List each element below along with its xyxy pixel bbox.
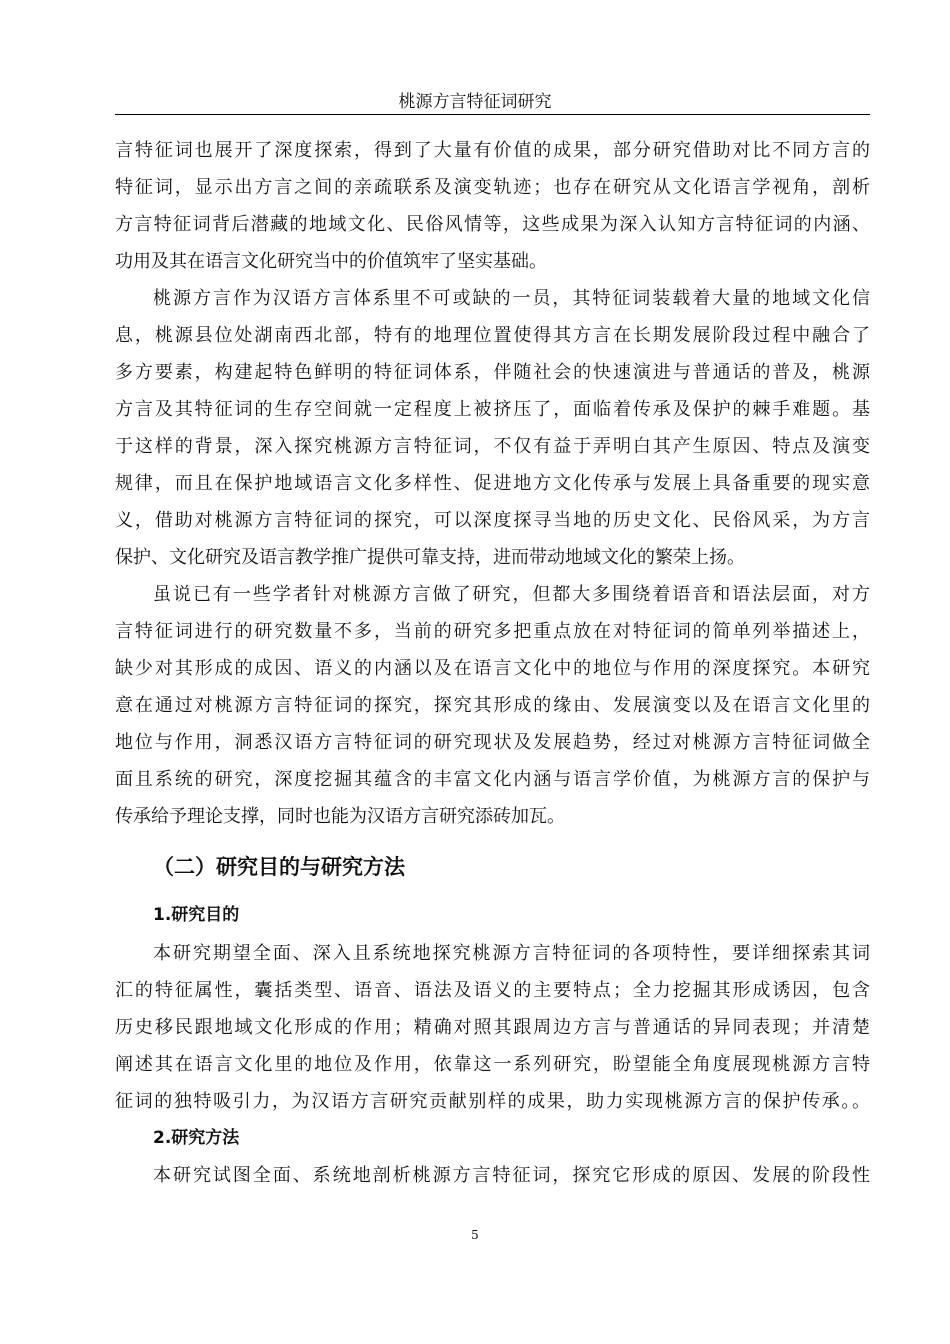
- text-line: 意在通过对桃源方言特征词的探究，探究其形成的缘由、发展演变以及在语言文化里的: [115, 695, 870, 716]
- text-line: 保护、文化研究及语言教学推广提供可靠支持，进而带动地域文化的繁荣上扬。: [115, 547, 745, 568]
- text-line: 地位与作用，洞悉汉语方言特征词的研究现状及发展趋势，经过对桃源方言特征词做全: [115, 732, 870, 753]
- text-line: 特征词，显示出方言之间的亲疏联系及演变轨迹；也存在研究从文化语言学视角，剖析: [115, 177, 870, 198]
- text-line: 言特征词也展开了深度探索，得到了大量有价值的成果，部分研究借助对比不同方言的: [115, 140, 870, 161]
- text-line: 本研究试图全面、系统地剖析桃源方言特征词，探究它形成的原因、发展的阶段性: [153, 1165, 870, 1186]
- text-line: 方言及其特征词的生存空间就一定程度上被挤压了，面临着传承及保护的棘手难题。基: [115, 399, 870, 420]
- text-line: 桃源方言作为汉语方言体系里不可或缺的一员，其特征词装载着大量的地域文化信: [153, 288, 870, 309]
- text-line: 言特征词进行的研究数量不多，当前的研究多把重点放在对特征词的简单列举描述上，: [115, 621, 870, 642]
- section-heading: （二）研究目的与研究方法: [153, 855, 405, 879]
- text-line: 征词的独特吸引力，为汉语方言研究贡献别样的成果，助力实现桃源方言的保护传承。。: [115, 1091, 870, 1112]
- header-rule: [115, 114, 870, 115]
- text-line: 于这样的背景，深入探究桃源方言特征词，不仅有益于弄明白其产生原因、特点及演变: [115, 436, 870, 457]
- page-number: 5: [471, 1228, 479, 1242]
- text-line: 虽说已有一些学者针对桃源方言做了研究，但都大多围绕着语音和语法层面，对方: [153, 584, 870, 605]
- text-line: 方言特征词背后潜藏的地域文化、民俗风情等，这些成果为深入认知方言特征词的内涵、: [115, 214, 870, 235]
- text-line: 传承给予理论支撑，同时也能为汉语方言研究添砖加瓦。: [115, 806, 565, 827]
- text-line: 功用及其在语言文化研究当中的价值筑牢了坚实基础。: [115, 251, 547, 272]
- text-line: 历史移民跟地域文化形成的作用；精确对照其跟周边方言与普通话的异同表现；并清楚: [115, 1017, 870, 1038]
- text-line: 本研究期望全面、深入且系统地探究桃源方言特征词的各项特性，要详细探索其词: [153, 943, 870, 964]
- text-line: 息，桃源县位处湖南西北部，特有的地理位置使得其方言在长期发展阶段过程中融合了: [115, 325, 870, 346]
- subheading-research-purpose: 1.研究目的: [153, 905, 240, 925]
- subheading-research-method: 2.研究方法: [153, 1128, 240, 1148]
- text-line: 阐述其在语言文化里的地位及作用，依靠这一系列研究，盼望能全角度展现桃源方言特: [115, 1054, 870, 1075]
- text-line: 汇的特征属性，囊括类型、语音、语法及语义的主要特点；全力挖掘其形成诱因，包含: [115, 980, 870, 1001]
- text-line: 多方要素，构建起特色鲜明的特征词体系，伴随社会的快速演进与普通话的普及，桃源: [115, 362, 870, 383]
- text-line: 面且系统的研究，深度挖掘其蕴含的丰富文化内涵与语言学价值，为桃源方言的保护与: [115, 769, 870, 790]
- text-line: 缺少对其形成的成因、语义的内涵以及在语言文化中的地位与作用的深度探究。本研究: [115, 658, 870, 679]
- text-line: 义，借助对桃源方言特征词的探究，可以深度探寻当地的历史文化、民俗风采，为方言: [115, 510, 870, 531]
- text-line: 规律，而且在保护地域语言文化多样性、促进地方文化传承与发展上具备重要的现实意: [115, 473, 870, 494]
- running-header: 桃源方言特征词研究: [398, 92, 552, 112]
